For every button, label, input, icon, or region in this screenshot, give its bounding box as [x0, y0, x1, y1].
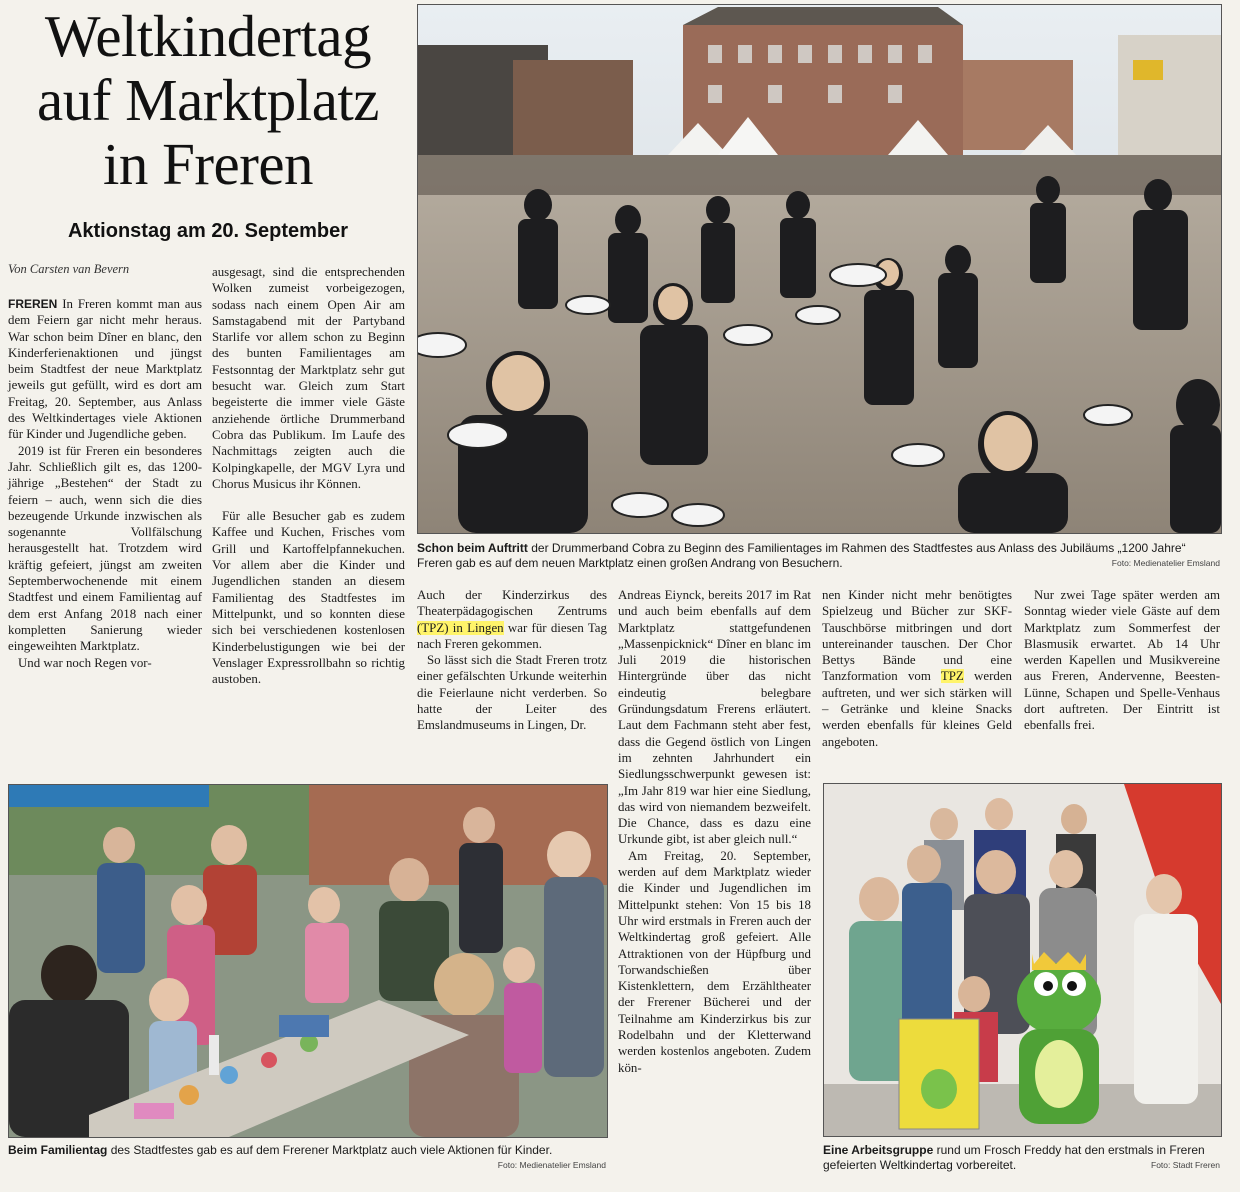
paragraph: Am Freitag, 20. September, werden auf dem Marktplatz wieder die Kinder und Jugendlichen im Mittelpunkt stehen: Von 15 bis 18 Uhr wird erstmals in Freren auch der Weltkindertag groß gefeiert. Alle Attraktionen von der Hüpfburg und Torwandschießen über Kistenklettern, dem Erzähltheater der Frerener Bücherei und der Teilnahme am Kinderzirkus bis zur Rodelbahn und der Kletterwand werden kostenlos angeboten. Zudem kön-	[618, 848, 811, 1075]
headline-line-1: Weltkindertag	[44, 3, 372, 69]
photo-credit: Foto: Medienatelier Emsland	[1111, 558, 1220, 568]
caption-text: der Drummerband Cobra zu Beginn des Familientages im Rahmen des Stadtfestes aus Anlass des Jubiläums „1200 Jahre“ Freren gab es auf dem neuen Marktplatz einen großen Andrang von Besuchern.	[417, 541, 1186, 570]
article-column-3	[417, 587, 607, 734]
caption-lead: Beim Familientag	[8, 1143, 108, 1157]
headline	[6, 4, 410, 196]
paragraph: So lässt sich die Stadt Freren trotz einer gefälschten Urkunde weiterhin die Feierlaune nicht verderben. So hatte der Leiter des Emslandmuseums in Lingen, Dr.	[417, 653, 607, 733]
highlighted-text: TPZ	[940, 669, 964, 684]
photo-working-group	[823, 783, 1222, 1137]
paragraph: Andreas Eiynck, bereits 2017 im Rat und auch beim ebenfalls auf dem Marktplatz stattgefundenen „Massenpicknick“ Dîner en blanc im Juli 2019 die historischen Hintergründe über das nicht eindeutig belegbare Gründungsdatum Frerens erläutert. Laut dem Fachmann steht aber fest, dass die Gegend östlich von Lingen im zehnten Jahrhundert ein Siedlungsschwerpunkt gewesen ist: „Im Jahr 819 war hier eine Siedlung, das wird von niemandem bezweifelt. Die Chance, dass es dazu eine Urkunde gibt, ist aber gleich null.“	[618, 588, 811, 847]
paragraph: Für alle Besucher gab es zudem Kaffee und Kuchen, Frisches vom Grill und Kartoffelpfannekuchen. Vor allem aber die Kinder und Jugendlichen standen an diesem Familientag des Stadtfestes im Mittelpunkt, und so konnten diese sich bei verschiedenen kostenlosen Kinderbelustigungen wie bei der Venslager Expressrollbahn so richtig austoben.	[212, 509, 405, 687]
article-column-5	[822, 587, 1012, 750]
caption-working-group	[823, 1143, 1220, 1173]
caption-lead: Schon beim Auftritt	[417, 541, 528, 555]
dateline: FREREN	[8, 297, 58, 311]
working-group-illustration	[824, 784, 1221, 1136]
paragraph: ausgesagt, sind die entsprechenden Wolken zumeist vorbeigezogen, sodass nach einem Open Air am Samstagabend mit der Partyband Starlife vor allem schon zu Beginn des bunten Familientages am Festsonntag der Marktplatz sehr gut besucht war. Gleich zum Start begeisterte die immer viele Gäste anziehende örtliche Drummerband Cobra das Publikum. Im Laufe des Nachmittags zeigten auch die Kolpingkapelle, der MGV Lyra und Chorus Musicus ihr Können.	[212, 265, 405, 491]
photo-family-day	[8, 784, 608, 1138]
article-column-4	[618, 587, 811, 1076]
caption-text: rund um Frosch Freddy hat den erstmals in Freren gefeierten Weltkindertag vorbereitet.	[823, 1143, 1205, 1172]
paragraph: Und war noch Regen vor-	[18, 655, 152, 670]
paragraph: FREREN In Freren kommt man aus dem Feiern gar nicht mehr heraus. War schon beim Dîner en blanc, den Kinderferienaktionen und jüngst beim Stadtfest der neue Marktplatz jeweils gut gefüllt, wird es dort am Freitag, 20. September, aus Anlass des Weltkindertages viele Aktionen für Kinder und Jugendliche geben.	[8, 297, 202, 442]
drummer-band-illustration	[418, 5, 1221, 533]
caption-text: des Stadtfestes gab es auf dem Frerener Marktplatz auch viele Aktionen für Kinder.	[110, 1143, 553, 1157]
caption-lead: Eine Arbeitsgruppe	[823, 1143, 934, 1157]
byline: Von Carsten van Bevern	[8, 262, 130, 276]
paragraph: 2019 ist für Freren ein besonderes Jahr. Schließlich gilt es, das 1200-jährige „Bestehen“ der Stadt zu feiern – auch, wenn sich die dies bezeugende Urkunde inzwischen als sogenannte Vollfälschung herausgestellt hat. Trotzdem wird kräftig gefeiert, jüngst am zweiten Septemberwochenende mit einem Stadtfest und einem Familientag auf dem erst Anfang 2018 nach einer kompletten Sanierung wieder eingeweihten Marktplatz.	[8, 443, 202, 654]
paragraph: Nur zwei Tage später werden am Sonntag wieder viele Gäste auf dem Marktplatz zum Sommerfest der Blasmusik erwartet. Ab 14 Uhr werden Kapellen und Musikvereine aus Freren, Andervenne, Beesten-Lünne, Schapen und Spelle-Venhaus dort auftreten. Der Eintritt ist ebenfalls frei.	[1024, 588, 1220, 733]
photo-credit: Foto: Medienatelier Emsland	[497, 1160, 606, 1170]
family-day-illustration	[9, 785, 607, 1137]
article-column-6	[1024, 587, 1220, 734]
highlighted-text: (TPZ) in Lingen	[417, 620, 504, 635]
headline-line-2: auf Marktplatz	[37, 67, 379, 133]
article-column-1	[8, 296, 202, 671]
photo-drummer-band	[417, 4, 1222, 534]
caption-top-photo	[417, 541, 1220, 571]
paragraph: Auch der Kinderzirkus des Theaterpädagogischen Zentrums (TPZ) in Lingen war für diesen Tag nach Freren gekommen.	[417, 588, 607, 651]
paragraph: nen Kinder nicht mehr benötigtes Spielzeug und Bücher zur SKF-Tauschbörse mitbringen und dort untereinander tauschen. Der Chor Bettys Bände und eine Tanzformation vom TPZ werden auftreten, und wer sich stärken will – Getränke und kleine Snacks werden ebenfalls für kleines Geld angeboten.	[822, 588, 1012, 749]
article-column-2	[212, 264, 405, 687]
headline-line-3: in Freren	[102, 131, 314, 197]
subheadline: Aktionstag am 20. September	[67, 220, 349, 242]
photo-credit: Foto: Stadt Freren	[1151, 1160, 1220, 1170]
caption-family-day	[8, 1143, 606, 1173]
